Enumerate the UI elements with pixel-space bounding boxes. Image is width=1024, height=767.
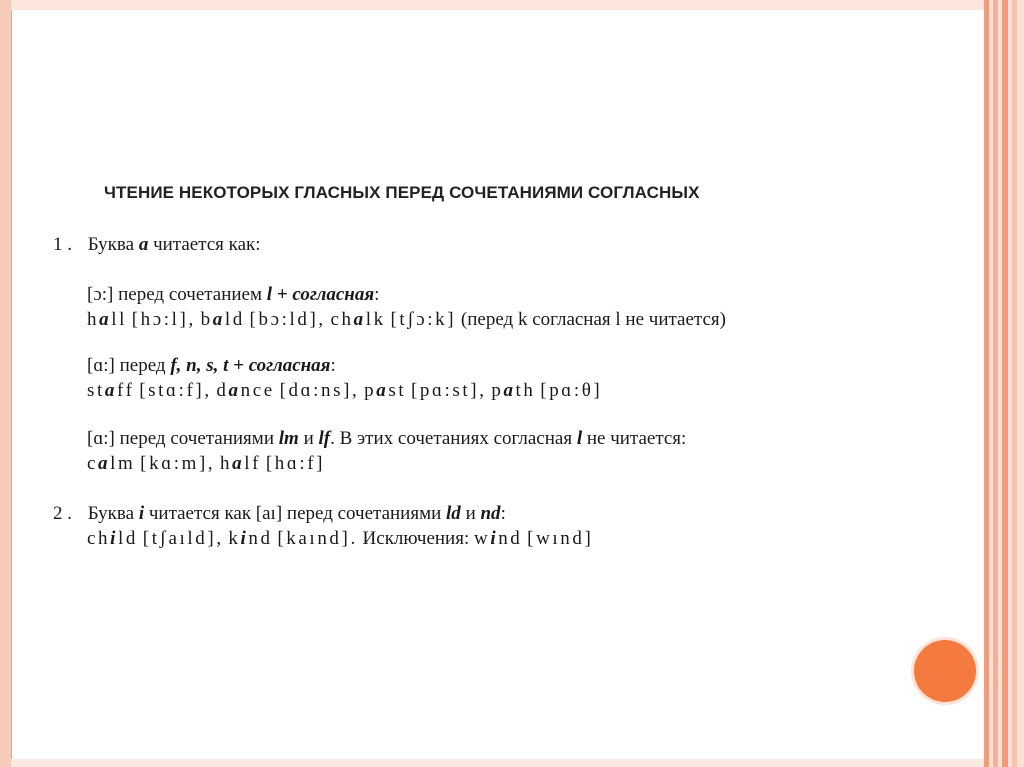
example-word: half	[220, 453, 262, 474]
transcription: [bɔ:ld],	[249, 309, 326, 330]
example-word: kind	[228, 528, 273, 549]
heading-lead: Буква	[87, 503, 135, 524]
example-word: calm	[87, 453, 136, 474]
transcription: [pɑ:θ]	[540, 380, 603, 401]
rule-1-title	[87, 284, 379, 306]
heading-rest: читается как [aı] перед сочетаниями	[148, 503, 442, 524]
heading-lead: Буква	[87, 234, 135, 255]
note: (перед k согласная l не читается)	[460, 309, 726, 330]
example-word: chalk	[330, 309, 386, 330]
section-2-examples	[87, 528, 593, 550]
rule-text: не читается:	[586, 428, 687, 449]
rule-colon: :	[330, 355, 336, 376]
sound: [ɑ:]	[87, 355, 115, 376]
rule-text: перед сочетанием	[118, 284, 263, 305]
section-1-heading	[53, 234, 261, 256]
example-word: child	[87, 528, 139, 549]
rule-text: и	[465, 503, 476, 524]
rule-1-examples	[87, 309, 726, 331]
rule-emphasis: l	[576, 428, 583, 449]
transcription: [wınd]	[527, 528, 594, 549]
rule-emphasis: l + согласная	[266, 284, 375, 305]
rule-text: . В этих сочетаниях согласная	[330, 428, 573, 449]
exceptions-label: Исключения:	[362, 528, 470, 549]
example-word: hall	[87, 309, 127, 330]
transcription: [kaınd].	[277, 528, 358, 549]
example-word: staff	[87, 380, 135, 401]
transcription: [kɑ:m],	[140, 453, 216, 474]
example-word: path	[491, 380, 536, 401]
rule-text: перед	[119, 355, 166, 376]
rule-3-title	[87, 428, 686, 450]
section-2-heading	[53, 503, 506, 525]
section-number: 1 .	[53, 234, 72, 255]
rule-colon: :	[374, 284, 380, 305]
transcription: [pɑ:st],	[410, 380, 487, 401]
example-word: wind	[473, 528, 523, 549]
rule-emphasis: nd	[480, 503, 501, 524]
rule-2-title	[87, 355, 336, 377]
rule-text: и	[303, 428, 314, 449]
example-word: past	[364, 380, 407, 401]
sound: [ɔ:]	[87, 284, 114, 305]
sound: [ɑ:]	[87, 428, 115, 449]
rule-3-examples	[87, 453, 325, 475]
rule-emphasis: f, n, s, t + согласная	[170, 355, 331, 376]
example-word: bald	[200, 309, 245, 330]
transcription: [dɑ:ns],	[279, 380, 360, 401]
rule-emphasis: lm	[278, 428, 299, 449]
rule-emphasis: lf	[318, 428, 331, 449]
heading-rest: читается как:	[153, 234, 261, 255]
transcription: [hɑ:f]	[265, 453, 326, 474]
rule-text: перед сочетаниями	[119, 428, 274, 449]
transcription: [tʃaıld],	[142, 528, 224, 549]
example-word: dance	[216, 380, 275, 401]
rule-colon: :	[500, 503, 506, 524]
section-number: 2 .	[53, 503, 72, 524]
transcription: [stɑ:f],	[139, 380, 212, 401]
transcription: [hɔ:l],	[131, 309, 196, 330]
rule-emphasis: ld	[446, 503, 461, 524]
letter-i: i	[138, 503, 145, 524]
rule-2-examples	[87, 380, 602, 402]
transcription: [tʃɔ:k]	[390, 309, 457, 330]
letter-a: a	[138, 234, 149, 255]
page-title: ЧТЕНИЕ НЕКОТОРЫХ ГЛАСНЫХ ПЕРЕД СОЧЕТАНИЯМИ СОГЛАСНЫХ	[104, 183, 700, 202]
